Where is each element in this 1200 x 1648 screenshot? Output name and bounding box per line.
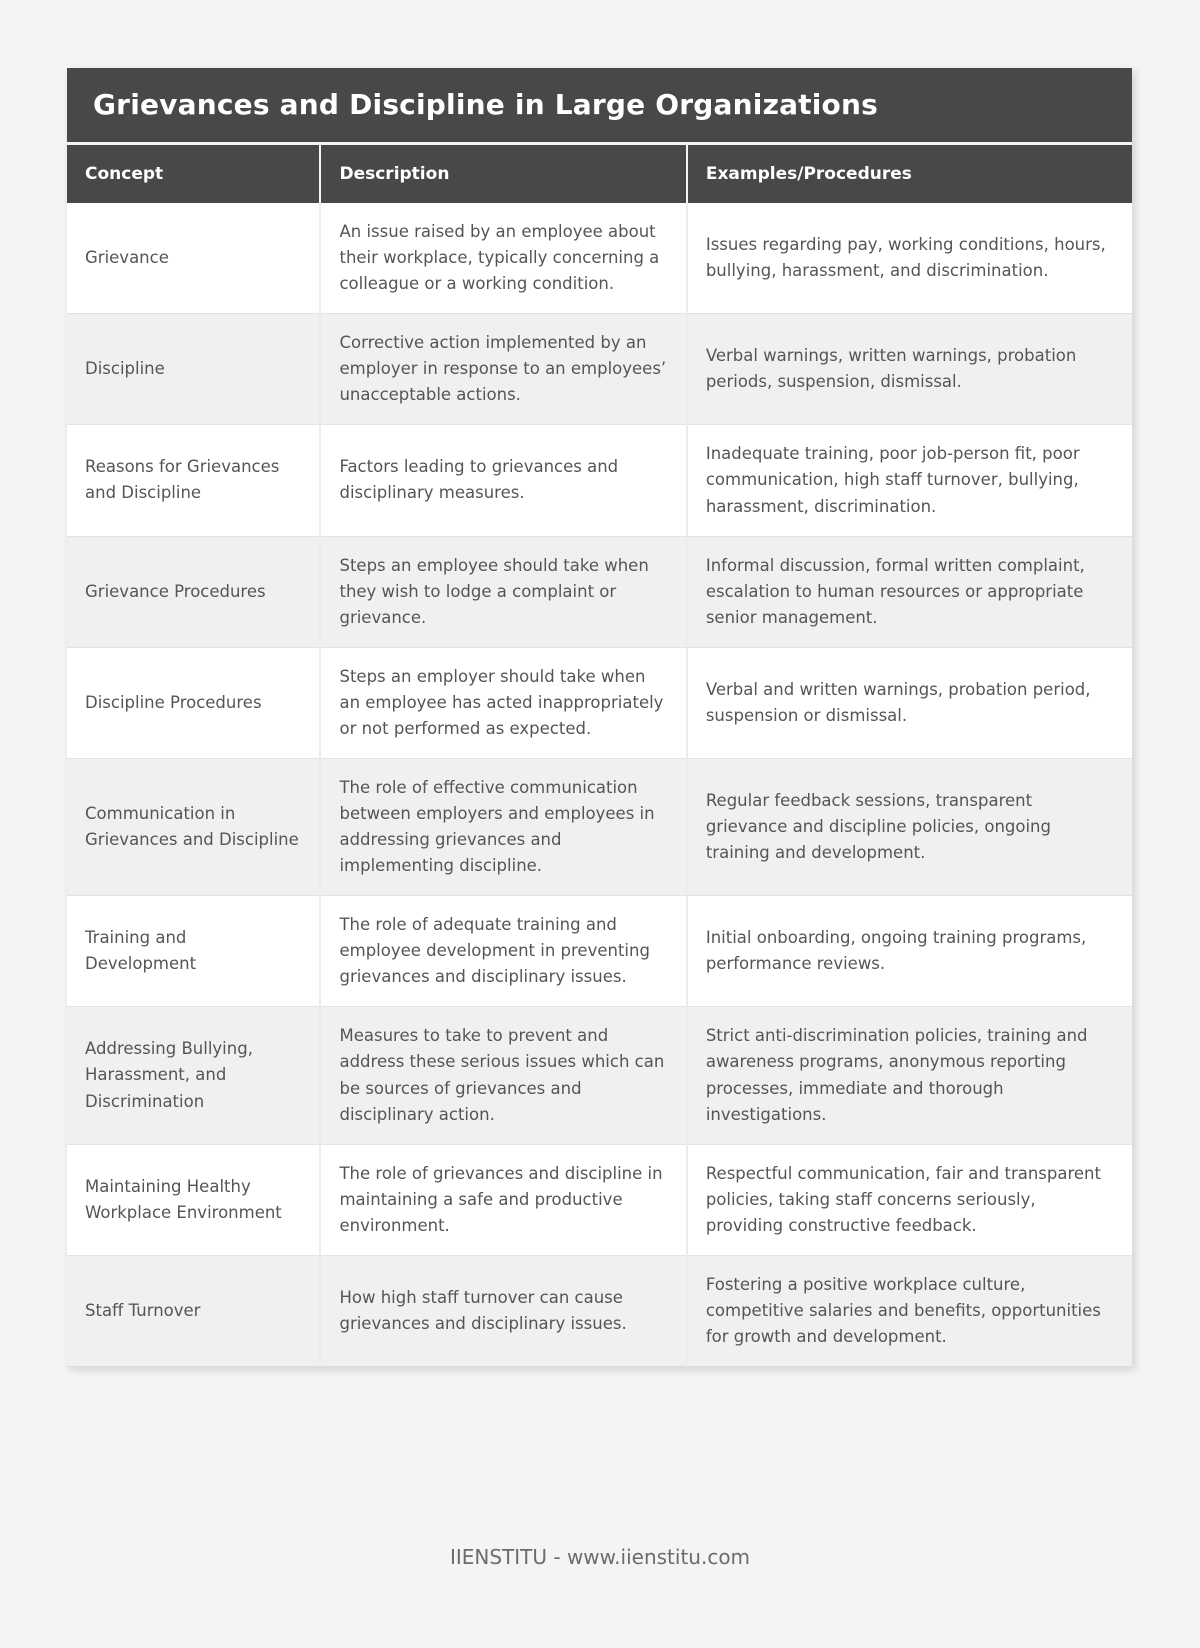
concept-cell: Reasons for Grievances and Discipline bbox=[67, 425, 320, 536]
column-header-examples: Examples/Procedures bbox=[687, 145, 1132, 203]
column-header-description: Description bbox=[320, 145, 686, 203]
examples-cell: Strict anti-discrimination policies, training and awareness programs, anonymous reporting processes, immediate and thorough investigations. bbox=[687, 1007, 1132, 1144]
concept-cell: Training and Development bbox=[67, 896, 320, 1007]
table-row bbox=[67, 758, 1132, 895]
examples-cell: Inadequate training, poor job-person fit, poor communication, high staff turnover, bullying, harassment, discrimination. bbox=[687, 425, 1132, 536]
table-header-row bbox=[67, 145, 1132, 203]
description-cell: Factors leading to grievances and disciplinary measures. bbox=[320, 425, 686, 536]
examples-cell: Respectful communication, fair and transparent policies, taking staff concerns seriously, providing constructive feedback. bbox=[687, 1144, 1132, 1255]
description-cell: An issue raised by an employee about their workplace, typically concerning a colleague or a working condition. bbox=[320, 203, 686, 314]
description-cell: Corrective action implemented by an employer in response to an employees’ unacceptable actions. bbox=[320, 314, 686, 425]
concept-cell: Grievance Procedures bbox=[67, 536, 320, 647]
table-row bbox=[67, 1144, 1132, 1255]
concept-cell: Grievance bbox=[67, 203, 320, 314]
table-row bbox=[67, 425, 1132, 536]
description-cell: Steps an employer should take when an employee has acted inappropriately or not performed as expected. bbox=[320, 647, 686, 758]
examples-cell: Fostering a positive workplace culture, competitive salaries and benefits, opportunities for growth and development. bbox=[687, 1255, 1132, 1366]
examples-cell: Issues regarding pay, working conditions, hours, bullying, harassment, and discrimination. bbox=[687, 203, 1132, 314]
examples-cell: Verbal and written warnings, probation period, suspension or dismissal. bbox=[687, 647, 1132, 758]
content-sheet bbox=[67, 68, 1132, 1367]
table-row bbox=[67, 896, 1132, 1007]
table-row bbox=[67, 1007, 1132, 1144]
table-row bbox=[67, 203, 1132, 314]
concept-cell: Discipline Procedures bbox=[67, 647, 320, 758]
concept-cell: Discipline bbox=[67, 314, 320, 425]
description-cell: Steps an employee should take when they wish to lodge a complaint or grievance. bbox=[320, 536, 686, 647]
description-cell: Measures to take to prevent and address these serious issues which can be sources of grievances and disciplinary action. bbox=[320, 1007, 686, 1144]
table-row bbox=[67, 1255, 1132, 1366]
concept-cell: Staff Turnover bbox=[67, 1255, 320, 1366]
description-cell: How high staff turnover can cause grievances and disciplinary issues. bbox=[320, 1255, 686, 1366]
table-row bbox=[67, 536, 1132, 647]
concept-cell: Communication in Grievances and Discipline bbox=[67, 758, 320, 895]
table-row bbox=[67, 647, 1132, 758]
examples-cell: Regular feedback sessions, transparent grievance and discipline policies, ongoing training and development. bbox=[687, 758, 1132, 895]
description-cell: The role of grievances and discipline in maintaining a safe and productive environment. bbox=[320, 1144, 686, 1255]
footer-credit: IIENSTITU - www.iienstitu.com bbox=[449, 1545, 751, 1569]
page-title: Grievances and Discipline in Large Organizations bbox=[67, 68, 1132, 145]
concept-cell: Maintaining Healthy Workplace Environment bbox=[67, 1144, 320, 1255]
description-cell: The role of adequate training and employee development in preventing grievances and disciplinary issues. bbox=[320, 896, 686, 1007]
table-row bbox=[67, 314, 1132, 425]
column-header-concept: Concept bbox=[67, 145, 320, 203]
description-cell: The role of effective communication between employers and employees in addressing grievances and implementing discipline. bbox=[320, 758, 686, 895]
concept-cell: Addressing Bullying, Harassment, and Discrimination bbox=[67, 1007, 320, 1144]
concepts-table bbox=[67, 145, 1132, 1367]
examples-cell: Verbal warnings, written warnings, probation periods, suspension, dismissal. bbox=[687, 314, 1132, 425]
examples-cell: Initial onboarding, ongoing training programs, performance reviews. bbox=[687, 896, 1132, 1007]
examples-cell: Informal discussion, formal written complaint, escalation to human resources or appropriate senior management. bbox=[687, 536, 1132, 647]
